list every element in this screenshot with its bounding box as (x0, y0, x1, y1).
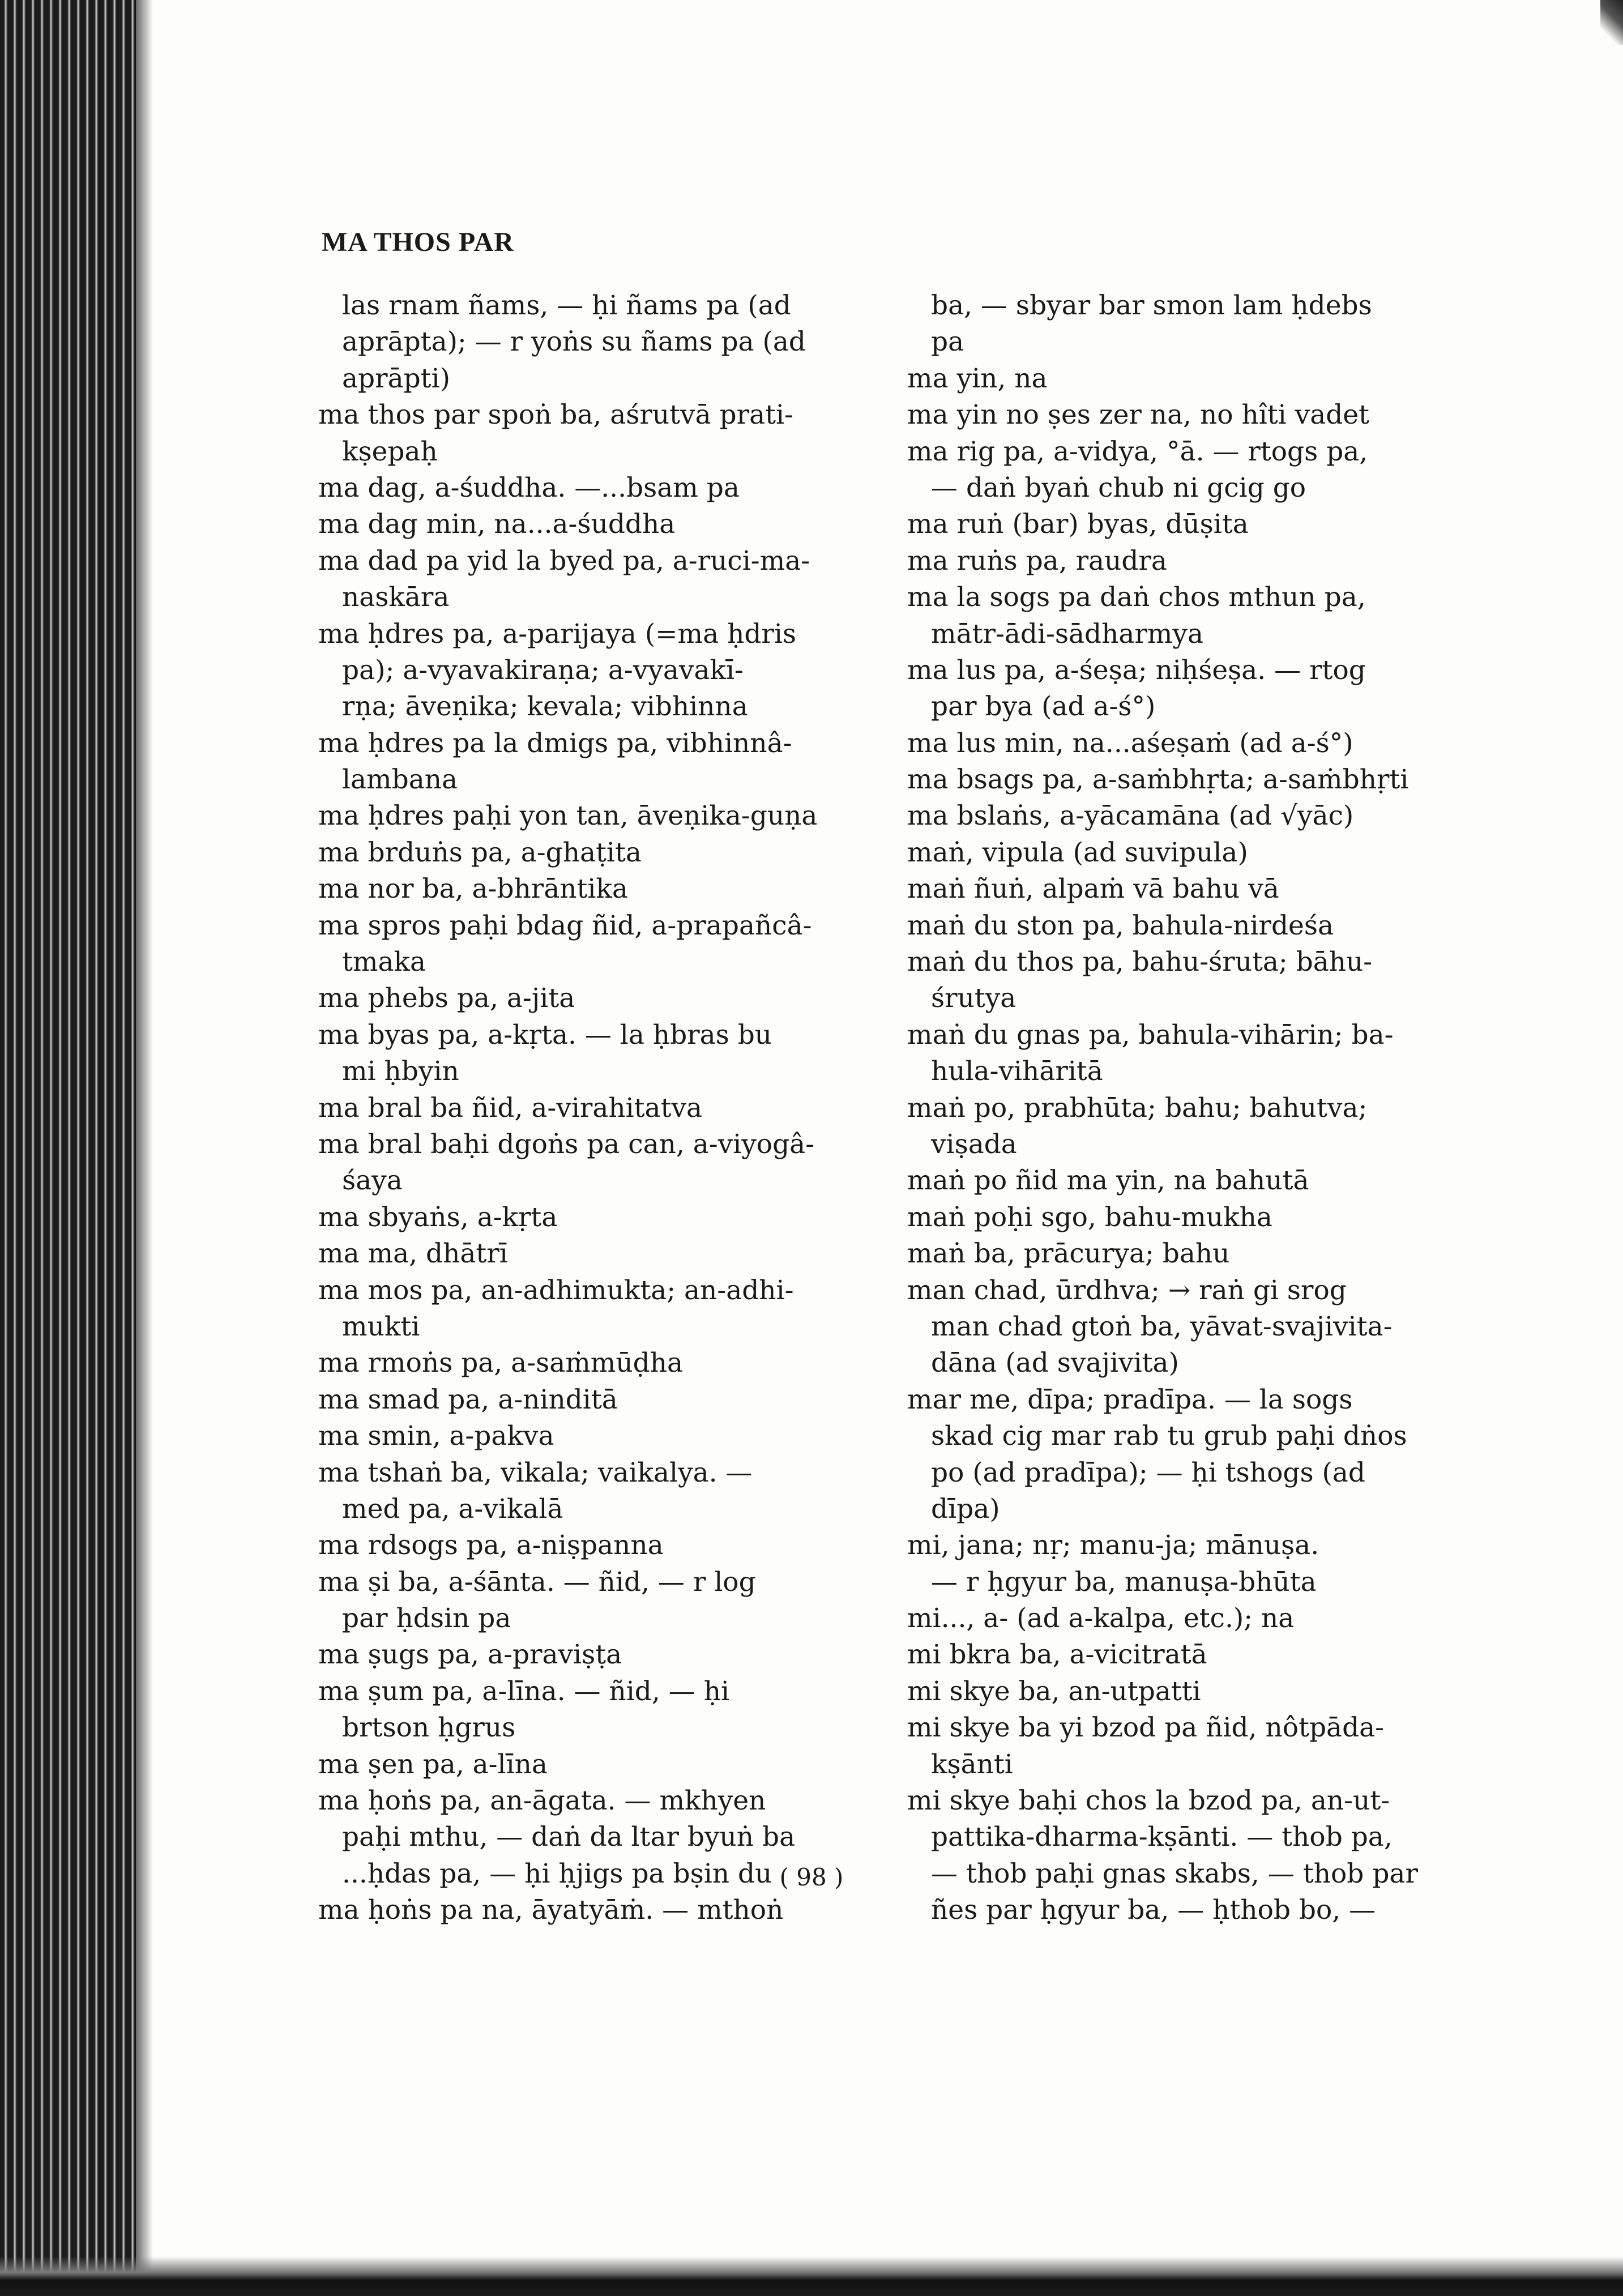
dictionary-line: hula-vihāritā (931, 1056, 1103, 1087)
dictionary-line: ma tshaṅ ba, vikala; vaikalya. — (318, 1457, 753, 1488)
dictionary-line: mi skye ba yi bzod pa ñid, nôtpāda- (907, 1712, 1385, 1744)
dictionary-line: ma ṣugs pa, a-praviṣṭa (318, 1639, 622, 1671)
dictionary-line: ma bslaṅs, a-yācamāna (ad √yāc) (907, 800, 1354, 832)
dictionary-line: ma sbyaṅs, a-kṛta (318, 1201, 558, 1233)
page-number: ( 98 ) (779, 1863, 844, 1891)
dictionary-line: maṅ ba, prācurya; bahu (907, 1238, 1230, 1270)
book-spine-edge (0, 0, 136, 2296)
dictionary-line: ma bral baḥi dgoṅs pa can, a-viyogâ- (318, 1128, 815, 1160)
dictionary-line: ma la sogs pa daṅ chos mthun pa, (907, 582, 1366, 613)
dictionary-line: mi skye ba, an-utpatti (907, 1675, 1201, 1707)
dictionary-line: ma yin no ṣes zer na, no hîti vadet (907, 399, 1370, 431)
dictionary-line: ma byas pa, a-kṛta. — la ḥbras bu (318, 1019, 772, 1051)
dictionary-line: ma lus min, na...aśeṣaṁ (ad a-ś°) (907, 727, 1353, 759)
scan-bottom-edge (0, 2256, 1623, 2296)
dictionary-line: viṣada (931, 1128, 1017, 1160)
dictionary-line: ma smad pa, a-ninditā (318, 1384, 618, 1415)
dictionary-line: mukti (342, 1311, 420, 1342)
dictionary-line: mi ḥbyin (342, 1056, 459, 1087)
dictionary-line: ma rdsogs pa, a-niṣpanna (318, 1530, 664, 1561)
dictionary-line: paḥi mthu, — daṅ da ltar byuṅ ba (342, 1821, 796, 1853)
dictionary-line: ma ma, dhātrī (318, 1238, 508, 1270)
dictionary-line: mi bkra ba, a-vicitratā (907, 1639, 1207, 1671)
dictionary-line: ma dag min, na...a-śuddha (318, 509, 676, 540)
dictionary-line: rṇa; āveṇika; kevala; vibhinna (342, 691, 748, 723)
dictionary-line: ma smin, a-pakva (318, 1420, 554, 1452)
dictionary-line: maṅ du gnas pa, bahula-vihārin; ba- (907, 1019, 1394, 1051)
dictionary-line: ma spros paḥi bdag ñid, a-prapañcâ- (318, 910, 812, 941)
dictionary-line: man chad, ūrdhva; → raṅ gi srog (907, 1274, 1347, 1306)
dictionary-line: kṣepaḥ (342, 436, 438, 467)
dictionary-line: ma dad pa yid la byed pa, a-ruci-ma- (318, 545, 810, 577)
dictionary-line: ma mos pa, an-adhimukta; an-adhi- (318, 1274, 794, 1306)
dictionary-line: ma ṣen pa, a-līna (318, 1748, 548, 1780)
dictionary-line: ...ḥdas pa, — ḥi ḥjigs pa bṣin du (342, 1858, 772, 1889)
dictionary-line: po (ad pradīpa); — ḥi tshogs (ad (931, 1457, 1365, 1488)
dictionary-line: dīpa) (931, 1493, 1000, 1525)
dictionary-line: ma ḥdres pa la dmigs pa, vibhinnâ- (318, 727, 792, 759)
page-corner-shadow (1600, 0, 1623, 45)
dictionary-line: skad cig mar rab tu grub paḥi dṅos (931, 1420, 1407, 1452)
dictionary-line: śaya (342, 1165, 403, 1197)
dictionary-line: ma dag, a-śuddha. —...bsam pa (318, 472, 740, 503)
dictionary-line: — r ḥgyur ba, manuṣa-bhūta (931, 1566, 1317, 1598)
dictionary-line: maṅ ñuṅ, alpaṁ vā bahu vā (907, 873, 1279, 905)
dictionary-line: maṅ, vipula (ad suvipula) (907, 837, 1248, 868)
dictionary-line: brtson ḥgrus (342, 1712, 516, 1744)
dictionary-line: maṅ po, prabhūta; bahu; bahutva; (907, 1092, 1368, 1124)
dictionary-line: ma ṣi ba, a-śānta. — ñid, — r log (318, 1566, 756, 1598)
dictionary-line: maṅ poḥi sgo, bahu-mukha (907, 1201, 1272, 1233)
dictionary-line: pa); a-vyavakiraṇa; a-vyavakī- (342, 654, 744, 686)
right-column (907, 288, 1473, 1929)
dictionary-line: tmaka (342, 946, 426, 978)
dictionary-line: pattika-dharma-kṣānti. — thob pa, (931, 1821, 1393, 1853)
dictionary-line: ma bsags pa, a-saṁbhṛta; a-saṁbhṛti (907, 764, 1409, 796)
running-head: MA THOS PAR (322, 227, 514, 257)
dictionary-line: ma ḥoṅs pa na, āyatyāṁ. — mthoṅ (318, 1894, 784, 1926)
dictionary-line: ma bral ba ñid, a-virahitatva (318, 1092, 703, 1124)
dictionary-line: ba, — sbyar bar smon lam ḥdebs (931, 290, 1372, 321)
dictionary-line: śrutya (931, 983, 1016, 1014)
dictionary-line: kṣānti (931, 1748, 1013, 1780)
dictionary-line: aprāpti) (342, 362, 450, 394)
dictionary-line: aprāpta); — r yoṅs su ñams pa (ad (342, 326, 806, 358)
dictionary-line: ma brduṅs pa, a-ghaṭita (318, 837, 642, 868)
dictionary-line: ma ṣum pa, a-līna. — ñid, — ḥi (318, 1675, 729, 1707)
dictionary-line: ma rmoṅs pa, a-saṁmūḍha (318, 1347, 684, 1379)
dictionary-line: man chad gtoṅ ba, yāvat-svajivita- (931, 1311, 1393, 1342)
spine-shadow (136, 0, 153, 2296)
dictionary-line: maṅ po ñid ma yin, na bahutā (907, 1165, 1309, 1197)
dictionary-line: mātr-ādi-sādharmya (931, 618, 1203, 650)
dictionary-line: mar me, dīpa; pradīpa. — la sogs (907, 1384, 1353, 1415)
dictionary-line: maṅ du thos pa, bahu-śruta; bāhu- (907, 946, 1373, 978)
dictionary-line: ma lus pa, a-śeṣa; niḥśeṣa. — rtog (907, 654, 1366, 686)
dictionary-line: maṅ du ston pa, bahula-nirdeśa (907, 910, 1334, 941)
dictionary-line: lambana (342, 764, 458, 796)
dictionary-line: mi..., a- (ad a-kalpa, etc.); na (907, 1603, 1295, 1634)
dictionary-line: pa (931, 326, 964, 358)
dictionary-line: ma ḥdres paḥi yon tan, āveṇika-guṇa (318, 800, 818, 832)
dictionary-line: ma ruṅ (bar) byas, dūṣita (907, 509, 1249, 540)
dictionary-line: ma nor ba, a-bhrāntika (318, 873, 628, 905)
dictionary-line: — daṅ byaṅ chub ni gcig go (931, 472, 1306, 503)
dictionary-line: mi, jana; nṛ; manu-ja; mānuṣa. (907, 1530, 1319, 1561)
dictionary-line: par ḥdsin pa (342, 1603, 511, 1634)
dictionary-line: las rnam ñams, — ḥi ñams pa (ad (342, 290, 791, 321)
left-column (318, 288, 885, 1929)
dictionary-line: par bya (ad a-ś°) (931, 691, 1156, 723)
dictionary-line: ma phebs pa, a-jita (318, 983, 575, 1014)
dictionary-line: ñes par ḥgyur ba, — ḥthob bo, — (931, 1894, 1376, 1926)
dictionary-line: ma ḥdres pa, a-parijaya (=ma ḥdris (318, 618, 797, 650)
dictionary-line: naskāra (342, 582, 450, 613)
dictionary-line: mi skye baḥi chos la bzod pa, an-ut- (907, 1785, 1390, 1817)
dictionary-line: ma rig pa, a-vidya, °ā. — rtogs pa, (907, 436, 1368, 467)
dictionary-line: med pa, a-vikalā (342, 1493, 563, 1525)
dictionary-line: — thob paḥi gnas skabs, — thob par (931, 1858, 1418, 1889)
dictionary-line: ma ruṅs pa, raudra (907, 545, 1167, 577)
dictionary-line: ma ḥoṅs pa, an-āgata. — mkhyen (318, 1785, 766, 1817)
dictionary-line: ma thos par spoṅ ba, aśrutvā prati- (318, 399, 793, 431)
dictionary-line: ma yin, na (907, 362, 1048, 394)
dictionary-line: dāna (ad svajivita) (931, 1347, 1179, 1379)
